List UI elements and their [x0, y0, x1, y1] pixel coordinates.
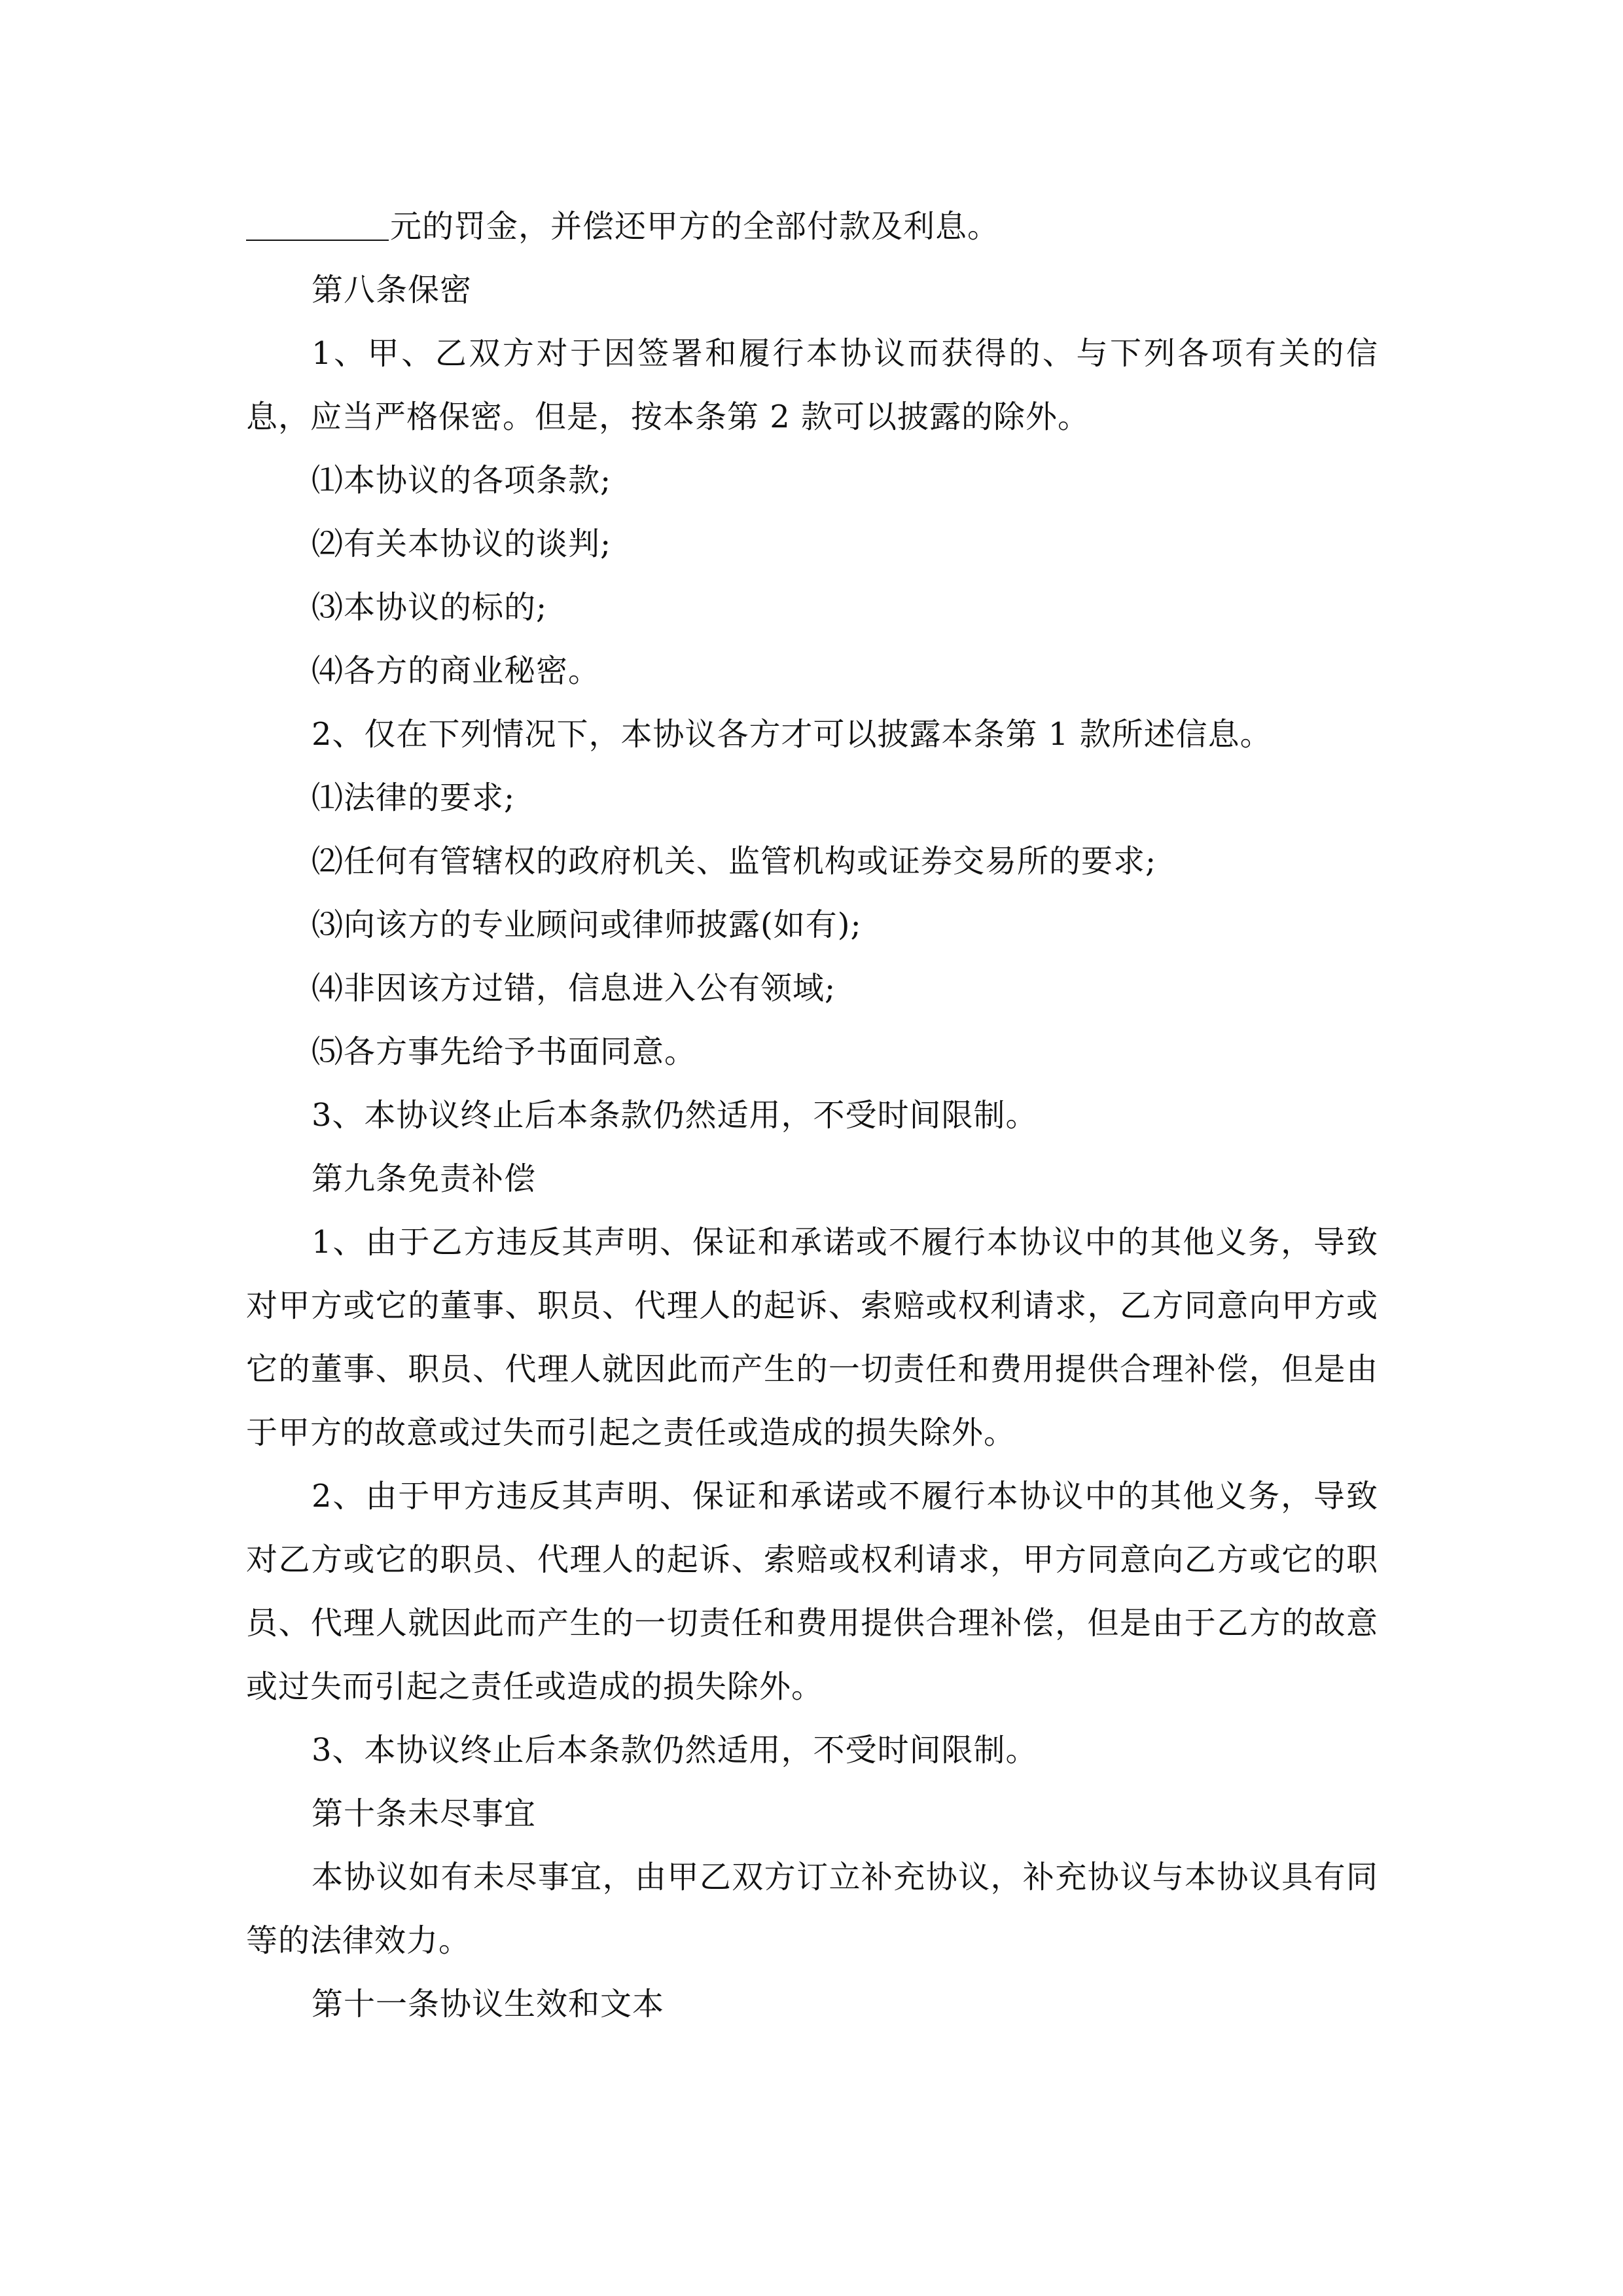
amount-blank-line[interactable]	[246, 200, 389, 241]
article-9-clause-3: 3、本协议终止后本条款仍然适用，不受时间限制。	[312, 1732, 1038, 1768]
article-8-clause-3: 3、本协议终止后本条款仍然适用，不受时间限制。	[312, 1097, 1038, 1134]
document-body	[246, 195, 1378, 2036]
article-8-clause-2: 2、仅在下列情况下，本协议各方才可以披露本条第 1 款所述信息。	[312, 716, 1272, 753]
article-9-clause-1: 1、由于乙方违反其声明、保证和承诺或不履行本协议中的其他义务，导致对甲方或它的董事、职员、代理人的起诉、索赔或权利请求，乙方同意向甲方或它的董事、职员、代理人就因此而产生的一切责任和费用提供合理补偿，但是由于甲方的故意或过失而引起之责任或造成的损失除外。	[246, 1224, 1378, 1451]
paragraph-text: 元的罚金，并偿还甲方的全部付款及利息。	[390, 208, 1000, 245]
article-8-disclosure-item-2: ⑵任何有管辖权的政府机关、监管机构或证券交易所的要求;	[312, 843, 1157, 880]
article-8-clause-1: 1、甲、乙双方对于因签署和履行本协议而获得的、与下列各项有关的信息，应当严格保密。但是，按本条第 2 款可以披露的除外。	[246, 335, 1378, 435]
article-8-disclosure-item-1: ⑴法律的要求;	[312, 780, 516, 816]
article-11-heading: 第十一条协议生效和文本	[312, 1986, 665, 2022]
article-8-heading: 第八条保密	[312, 272, 473, 308]
article-8-disclosure-item-4: ⑷非因该方过错，信息进入公有领域;	[312, 970, 836, 1007]
article-9-clause-2: 2、由于甲方违反其声明、保证和承诺或不履行本协议中的其他义务，导致对乙方或它的职员、代理人的起诉、索赔或权利请求，甲方同意向乙方或它的职员、代理人就因此而产生的一切责任和费用提供合理补偿，但是由于乙方的故意或过失而引起之责任或造成的损失除外。	[246, 1478, 1378, 1705]
article-8-disclosure-item-3: ⑶向该方的专业顾问或律师披露(如有);	[312, 906, 862, 943]
article-8-item-4: ⑷各方的商业秘密。	[312, 653, 601, 689]
article-8-item-3: ⑶本协议的标的;	[312, 589, 548, 626]
article-9-heading: 第九条免责补偿	[312, 1160, 537, 1197]
article-8-item-2: ⑵有关本协议的谈判;	[312, 526, 612, 562]
paragraph-penalty	[246, 195, 1378, 259]
article-10-heading: 第十条未尽事宜	[312, 1795, 537, 1832]
article-8-item-1: ⑴本协议的各项条款;	[312, 462, 612, 499]
article-8-disclosure-item-5: ⑸各方事先给予书面同意。	[312, 1033, 697, 1070]
article-10-body: 本协议如有未尽事宜，由甲乙双方订立补充协议，补充协议与本协议具有同等的法律效力。	[246, 1859, 1378, 1959]
